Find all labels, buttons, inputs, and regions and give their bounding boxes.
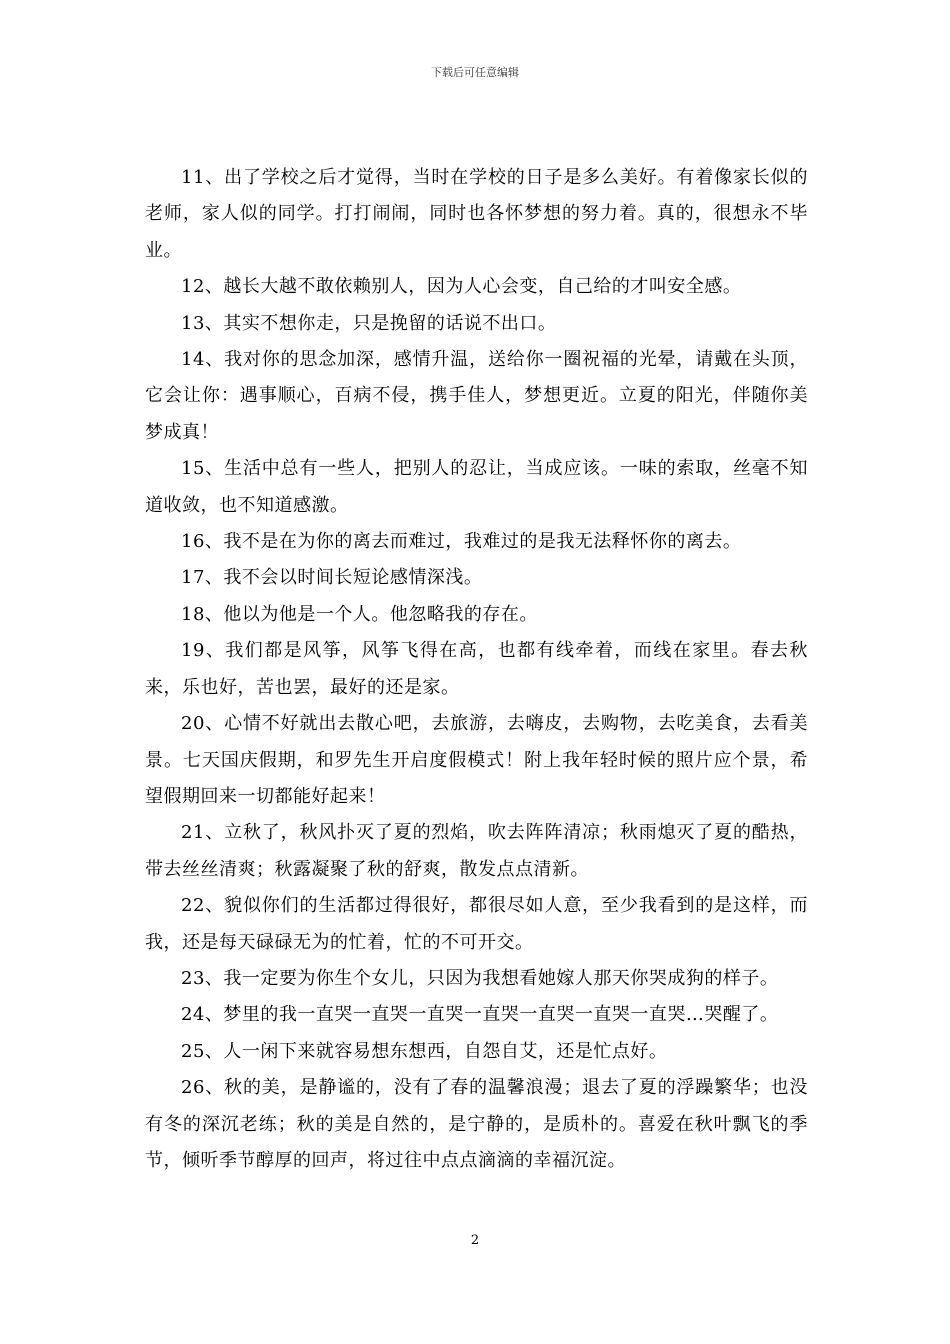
paragraph-18: 18、他以为他是一个人。他忽略我的存在。	[181, 603, 538, 625]
page-number: 2	[470, 1233, 480, 1248]
paragraph-16: 16、我不是在为你的离去而难过，我难过的是我无法释怀你的离去。	[181, 531, 742, 553]
paragraph-14: 14、我对你的思念加深，感情升温，送给你一圈祝福的光晕，请戴在头顶，它会让你：遇事顺心，百病不侵，携手佳人，梦想更近。立夏的阳光，伴随你美梦成真！	[145, 349, 808, 443]
paragraph-12: 12、越长大越不敢依赖别人，因为人心会变，自己给的才叫安全感。	[181, 276, 742, 298]
paragraph-15: 15、生活中总有一些人，把别人的忍让，当成应该。一味的索取，丝毫不知道收敛，也不知道感激。	[145, 458, 808, 516]
paragraph-17: 17、我不会以时间长短论感情深浅。	[181, 567, 483, 589]
paragraph-26: 26、秋的美，是静谧的，没有了春的温馨浪漫；退去了夏的浮躁繁华；也没有冬的深沉老练；秋的美是自然的，是宁静的，是质朴的。喜爱在秋叶飘飞的季节，倾听季节醇厚的回声，将过往中点点滴滴的幸福沉淀。	[145, 1077, 808, 1171]
paragraph-13: 13、其实不想你走，只是挽留的话说不出口。	[181, 312, 557, 334]
paragraph-23: 23、我一定要为你生个女儿，只因为我想看她嫁人那天你哭成狗的样子。	[181, 967, 779, 989]
paragraph-21: 21、立秋了，秋风扑灭了夏的烈焰，吹去阵阵清凉；秋雨熄灭了夏的酷热，带去丝丝清爽；秋露凝聚了秋的舒爽，散发点点清新。	[145, 822, 808, 880]
paragraph-20: 20、心情不好就出去散心吧，去旅游，去嗨皮，去购物，去吃美食，去看美景。七天国庆假期，和罗先生开启度假模式！附上我年轻时候的照片应个景，希望假期回来一切都能好起来！	[145, 713, 808, 807]
paragraph-24: 24、梦里的我一直哭一直哭一直哭一直哭一直哭一直哭一直哭…哭醒了。	[181, 1004, 779, 1026]
paragraph-25: 25、人一闲下来就容易想东想西，自怨自艾，还是忙点好。	[181, 1040, 668, 1062]
page-header: 下载后可任意编辑	[431, 66, 519, 79]
paragraph-11: 11、出了学校之后才觉得，当时在学校的日子是多么美好。有着像家长似的老师，家人似的同学。打打闹闹，同时也各怀梦想的努力着。真的，很想永不毕业。	[145, 167, 808, 261]
document-body	[145, 160, 808, 1179]
paragraph-19: 19、我们都是风筝，风筝飞得在高，也都有线牵着，而线在家里。春去秋来，乐也好，苦也罢，最好的还是家。	[145, 640, 808, 698]
paragraph-22: 22、貌似你们的生活都过得很好，都很尽如人意，至少我看到的是这样，而我，还是每天碌碌无为的忙着，忙的不可开交。	[145, 895, 808, 953]
